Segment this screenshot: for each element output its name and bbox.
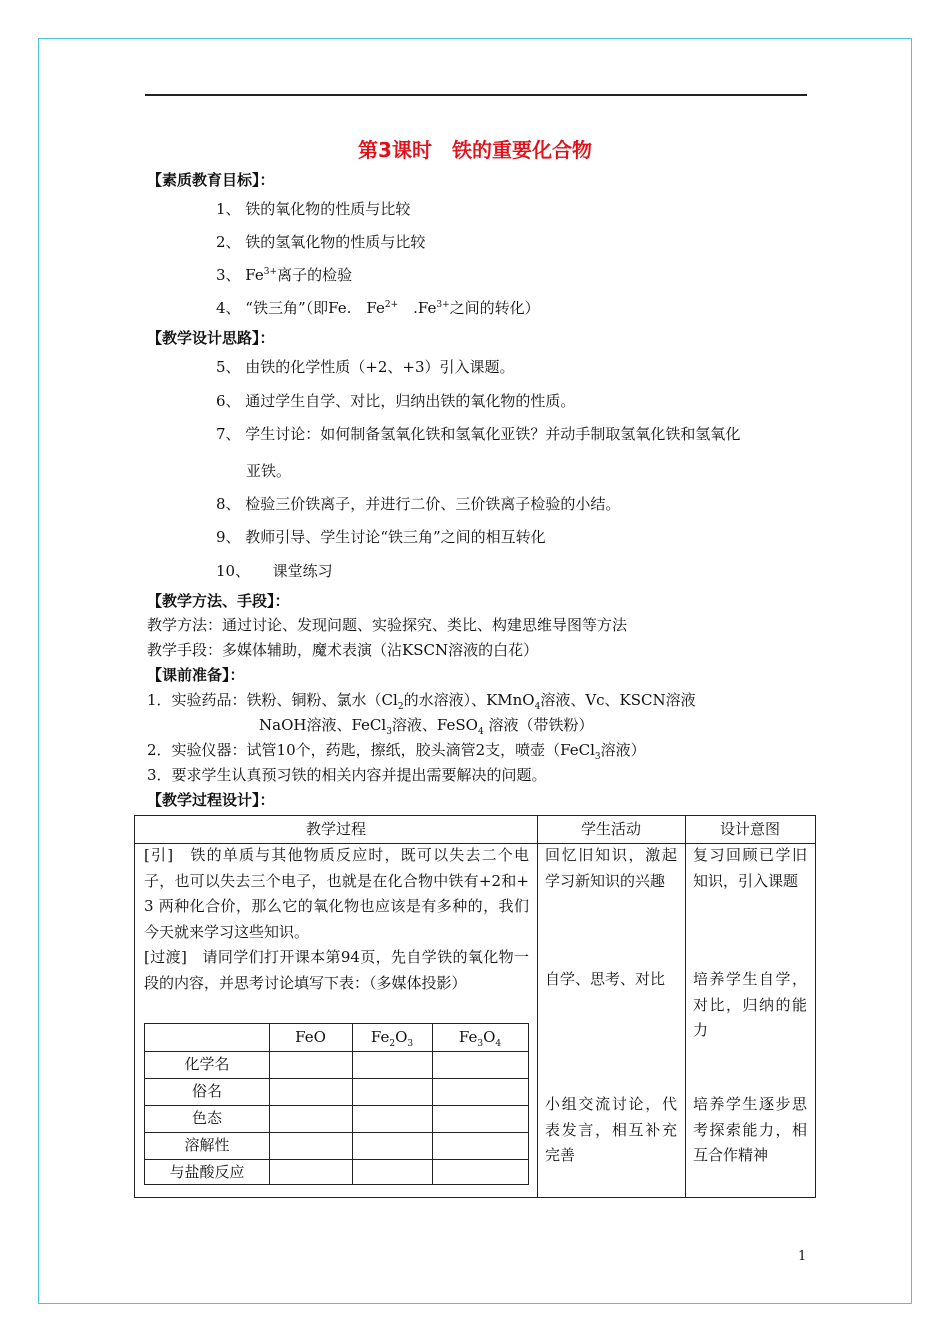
oxide-col-feo: FeO xyxy=(295,1028,326,1046)
prep-line: NaOH溶液、FeCl$_3$溶液、FeSO$_4$ 溶液（带铁粉） xyxy=(259,716,594,737)
header-process: 教学过程 xyxy=(305,820,366,838)
header-activity: 学生活动 xyxy=(580,820,641,838)
design-item: 8、 检验三价铁离子，并进行二价、三价铁离子检验的小结。 xyxy=(216,495,621,513)
methods-line: 教学方法：通过讨论、发现问题、实验探究、类比、构建思维导图等方法 xyxy=(147,616,628,634)
goal-item: 1、 铁的氧化物的性质与比较 xyxy=(216,200,411,218)
oxide-table xyxy=(144,1023,529,1185)
oxide-row-label: 溶解性 xyxy=(184,1136,230,1154)
oxide-row-label: 化学名 xyxy=(184,1055,230,1073)
page-number: 1 xyxy=(798,1249,807,1264)
methods-line: 教学手段：多媒体辅助，魔术表演（沾KSCN溶液的白花） xyxy=(147,641,539,659)
intent-review: 复习回顾已学旧知识，引入课题 xyxy=(693,846,807,890)
activity-recall: 回忆旧知识，激起学习新知识的兴趣 xyxy=(545,846,677,890)
intent-explore: 培养学生逐步思考探索能力，相互合作精神 xyxy=(693,1095,807,1164)
header-intent: 设计意图 xyxy=(719,820,780,838)
process-table xyxy=(134,815,816,1198)
prep-line: 2．实验仪器：试管10个，药匙，擦纸，胶头滴管2支，喷壶（FeCl$_3$溶液） xyxy=(147,741,646,762)
oxide-row-label: 色态 xyxy=(191,1109,222,1127)
design-item: 5、 由铁的化学性质（+2、+3）引入课题。 xyxy=(216,358,515,376)
prep-heading: 【课前准备】： xyxy=(147,666,245,684)
design-item-continuation: 亚铁。 xyxy=(246,462,292,480)
oxide-col-fe3o4: $Fe_3O_4$ xyxy=(458,1028,502,1049)
design-item: 9、 教师引导、学生讨论“铁三角”之间的相互转化 xyxy=(216,528,546,546)
design-heading: 【教学设计思路】： xyxy=(147,329,275,347)
page-title: 第3课时 铁的重要化合物 xyxy=(358,138,592,162)
design-item: 7、 学生讨论：如何制备氢氧化铁和氢氧化亚铁？并动手制取氢氧化铁和氢氧化 xyxy=(216,425,741,443)
goal-item-3: 3、 $Fe^{3+}$离子的检验 xyxy=(216,266,353,284)
oxide-col-fe2o3: $Fe_2O_3$ xyxy=(370,1028,414,1049)
design-item: 10、 课堂练习 xyxy=(216,562,333,580)
activity-selfstudy: 自学、思考、对比 xyxy=(545,970,666,988)
methods-heading: 【教学方法、手段】： xyxy=(147,592,290,610)
goal-item: 2、 铁的氢氧化物的性质与比较 xyxy=(216,233,426,251)
prep-line: 1．实验药品：铁粉、铜粉、氯水（$Cl_2$的水溶液）、KMnO$_4$溶液、Vc、KSCN溶液 xyxy=(147,691,696,712)
oxide-row-label: 与盐酸反应 xyxy=(169,1163,245,1181)
process-transition: [过渡] 请同学们打开课本第94页，先自学铁的氧化物一段的内容，并思考讨论填写下表：（多媒体投影） xyxy=(144,948,529,992)
goals-heading: 【素质教育目标】： xyxy=(147,171,275,189)
activity-discussion: 小组交流讨论，代表发言，相互补充完善 xyxy=(545,1095,677,1164)
oxide-row-label: 俗名 xyxy=(191,1082,222,1100)
intent-selfstudy: 培养学生自学，对比，归纳的能力 xyxy=(693,970,807,1039)
process-heading: 【教学过程设计】： xyxy=(147,791,275,809)
design-item: 6、 通过学生自学、对比，归纳出铁的氧化物的性质。 xyxy=(216,392,576,410)
goal-item-4: 4、 “铁三角”（即Fe. $Fe^{2+}$ $.Fe^{3+}$之间的转化） xyxy=(216,299,540,317)
header-rule xyxy=(145,94,807,96)
prep-line: 3．要求学生认真预习铁的相关内容并提出需要解决的问题。 xyxy=(147,766,547,784)
process-intro: [引] 铁的单质与其他物质反应时，既可以失去二个电子，也可以失去三个电子，也就是在化合物中铁有+2和+3 两种化合价，那么它的氧化物也应该是有多种的，我们今天就来学习这些知识。 xyxy=(144,846,529,941)
